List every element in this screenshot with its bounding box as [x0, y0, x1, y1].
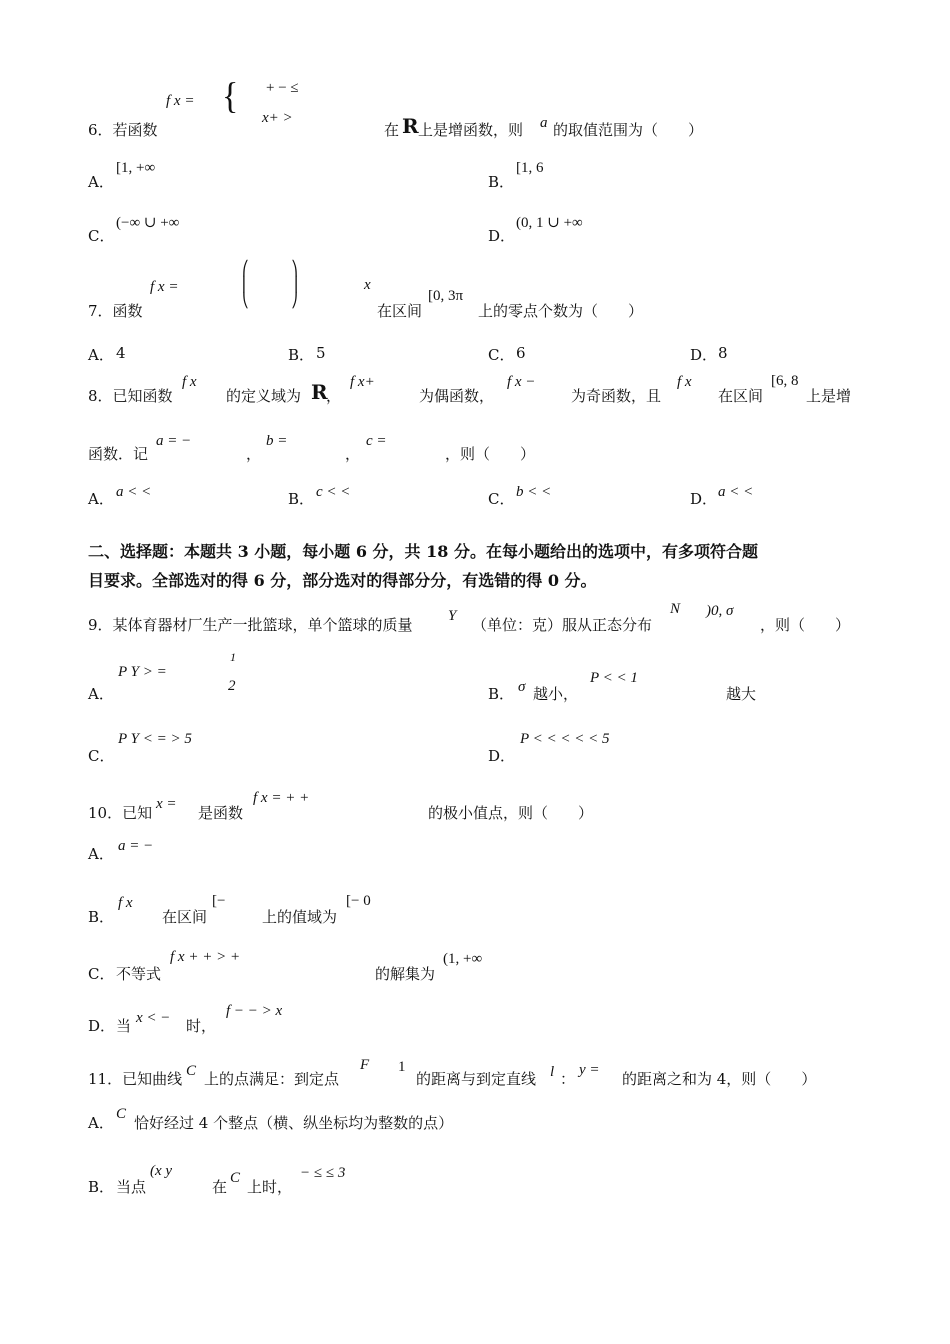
- q6-option-c-value: (−∞ ∪ +∞: [116, 215, 180, 231]
- q6-option-d-label: D．: [488, 227, 516, 245]
- q6-option-c-label: C．: [88, 227, 115, 245]
- q10-option-b-label: B．: [88, 908, 115, 926]
- q10-option-d-condition: x < −: [136, 1010, 171, 1026]
- q8-option-a-value: a < <: [116, 484, 152, 500]
- q6-prefix: 6．若函数: [88, 121, 158, 139]
- q11-line-l: l: [550, 1064, 555, 1080]
- q10-option-c-label: C．: [88, 965, 115, 983]
- q9-option-a-value: P Y > =: [118, 664, 167, 680]
- q9-option-c-value: P Y < = > 5: [118, 731, 192, 747]
- q11-mid2: 的距离与到定直线: [416, 1070, 537, 1088]
- q9-distribution: )0, σ: [706, 603, 734, 619]
- q7-suffix: 上的零点个数为（ ）: [478, 302, 644, 320]
- q8-sep-2: ，: [345, 445, 361, 463]
- q8-f3: f x −: [507, 374, 536, 390]
- q11-option-a-label: A．: [88, 1114, 114, 1132]
- q7-paren-group: ⎛ ⎞ ⎜ ⎟ ⎝ ⎠: [242, 262, 298, 309]
- q9-option-d-label: D．: [488, 747, 516, 765]
- q10-option-d-mid: 时，: [186, 1017, 217, 1035]
- q8-line2-prefix: 函数．记: [88, 445, 149, 463]
- q9-option-d-value: P < < < < < 5: [520, 731, 610, 747]
- q7-option-d-value: 8: [718, 344, 728, 362]
- q8-t3: 为奇函数，且: [571, 387, 662, 405]
- q6-case-2: x+ >: [262, 110, 293, 126]
- q10-option-c-mid: 的解集为: [375, 965, 436, 983]
- q10-option-b-range: [− 0: [346, 893, 371, 909]
- q9-option-b-mid: 越小，: [533, 685, 579, 703]
- section-2-heading-line2: 目要求。全部选对的得 6 分，部分选对的得部分分，有选错的得 0 分。: [88, 571, 597, 590]
- q10-option-d-label: D．: [88, 1017, 116, 1035]
- q9-option-c-label: C．: [88, 747, 115, 765]
- q9-option-b-suffix: 越大: [726, 685, 757, 703]
- q8-c-definition: c =: [366, 433, 387, 449]
- q8-f4: f x: [677, 374, 692, 390]
- q7-option-b-label: B．: [288, 346, 315, 364]
- q10-option-c-solution-set: (1, +∞: [443, 951, 483, 967]
- q8-option-c-value: b < <: [516, 484, 552, 500]
- q6-real-set: R: [402, 114, 419, 138]
- q11-mid: 上的点满足：到定点: [204, 1070, 340, 1088]
- q11-option-b-curve: C: [230, 1170, 241, 1186]
- q11-option-b-mid2: 上时，: [247, 1178, 293, 1196]
- q8-b-definition: b =: [266, 433, 288, 449]
- q8-t5: 上是增: [806, 387, 852, 405]
- q9-option-a-label: A．: [88, 685, 114, 703]
- q8-option-b-value: c < <: [316, 484, 351, 500]
- q11-curve-c: C: [186, 1063, 197, 1079]
- q11-option-b-mid: 在: [212, 1178, 228, 1196]
- q9-variable-y: Y: [448, 608, 457, 624]
- q10-option-a-label: A．: [88, 845, 114, 863]
- q8-option-d-value: a < <: [718, 484, 754, 500]
- q6-case-1: + − ≤: [266, 80, 299, 96]
- q8-a-definition: a = −: [156, 433, 192, 449]
- q6-piecewise-brace: {: [222, 76, 239, 117]
- q7-variable-x: x: [364, 277, 371, 293]
- q8-t4: 在区间: [718, 387, 764, 405]
- q11-prefix: 11．已知曲线: [88, 1070, 183, 1088]
- q10-option-b-interval: [−: [212, 893, 226, 909]
- q10-option-b-f: f x: [118, 895, 133, 911]
- q7-prefix: 7．函数: [88, 302, 143, 320]
- q8-t1: 的定义域为: [226, 387, 302, 405]
- q10-option-c-expression: f x + + > +: [170, 949, 241, 965]
- q8-line2-suffix: ，则（ ）: [445, 445, 536, 463]
- q11-option-b-label: B．: [88, 1178, 115, 1196]
- q8-prefix: 8．已知函数: [88, 387, 173, 405]
- q8-sep-1: ，: [246, 445, 262, 463]
- q6-function-lhs: f x =: [166, 93, 195, 109]
- q11-option-b-expression: − ≤ ≤ 3: [300, 1165, 346, 1181]
- q6-option-a-value: [1, +∞: [116, 160, 156, 176]
- q9-suffix: ，则（ ）: [760, 616, 851, 634]
- q9-option-b-expression: P < < 1: [590, 670, 638, 686]
- q11-option-a-text: 恰好经过 4 个整点（横、纵坐标均为整数的点）: [134, 1114, 454, 1132]
- q7-interval: [0, 3π: [428, 288, 464, 304]
- q6-suffix-pre: 在: [384, 121, 400, 139]
- q6-suffix2: 的取值范围为（ ）: [553, 121, 704, 139]
- q11-option-b-pre: 当点: [116, 1178, 147, 1196]
- q11-option-a-curve: C: [116, 1106, 127, 1122]
- q10-mid: 是函数: [198, 804, 244, 822]
- q8-interval: [6, 8: [771, 373, 799, 389]
- q11-suffix: 的距离之和为 4，则（ ）: [622, 1070, 817, 1088]
- q8-option-b-label: B．: [288, 490, 315, 508]
- q10-suffix: 的极小值点，则（ ）: [428, 804, 594, 822]
- q6-option-b-value: [1, 6: [516, 160, 544, 176]
- q7-option-a-label: A．: [88, 346, 114, 364]
- q9-option-b-sigma: σ: [518, 679, 526, 695]
- q11-focus-f: F: [360, 1057, 370, 1073]
- q6-option-d-value: (0, 1 ∪ +∞: [516, 215, 583, 231]
- q7-mid: 在区间: [377, 302, 423, 320]
- q7-option-d-label: D．: [690, 346, 718, 364]
- q8-t2: 为偶函数，: [419, 387, 495, 405]
- q10-option-b-mid2: 上的值域为: [262, 908, 338, 926]
- q11-y-eq: y =: [579, 1062, 600, 1078]
- q11-focus-coordinate: 1: [398, 1059, 406, 1075]
- q10-option-b-mid: 在区间: [162, 908, 208, 926]
- q8-option-a-label: A．: [88, 490, 114, 508]
- q11-option-b-point: (x y: [150, 1163, 173, 1179]
- q8-option-d-label: D．: [690, 490, 718, 508]
- q6-variable-a: a: [540, 115, 548, 131]
- q8-f2: f x+: [350, 374, 375, 390]
- q10-prefix: 10．已知: [88, 804, 153, 822]
- q10-option-a-value: a = −: [118, 838, 154, 854]
- q10-function: f x = + +: [253, 790, 310, 806]
- q9-prefix: 9．某体育器材厂生产一批篮球，单个篮球的质量: [88, 616, 413, 634]
- q10-option-d-pre: 当: [116, 1017, 132, 1035]
- q9-option-b-label: B．: [488, 685, 515, 703]
- q8-comma: ，: [326, 387, 342, 405]
- q7-option-b-value: 5: [316, 344, 326, 362]
- q6-option-a-label: A．: [88, 173, 114, 191]
- section-2-heading-line1: 二、选择题：本题共 3 小题，每小题 6 分，共 18 分。在每小题给出的选项中，有多项符合题: [88, 542, 758, 561]
- q10-x-eq: x =: [156, 796, 177, 812]
- q7-function: f x =: [150, 279, 179, 295]
- q9-option-a-frac-bottom: 2: [228, 678, 236, 694]
- q8-f1: f x: [182, 374, 197, 390]
- q9-normal-n: N: [670, 601, 681, 617]
- q7-option-a-value: 4: [116, 344, 126, 362]
- q11-colon: ：: [560, 1070, 576, 1088]
- q9-option-a-frac-top: 1: [230, 650, 236, 664]
- q7-option-c-value: 6: [516, 344, 526, 362]
- q7-option-c-label: C．: [488, 346, 515, 364]
- q10-option-d-expression: f − − > x: [226, 1003, 283, 1019]
- q10-option-c-pre: 不等式: [116, 965, 162, 983]
- q8-real-set: R: [311, 380, 328, 404]
- q6-suffix: 上是增函数，则: [418, 121, 524, 139]
- q8-option-c-label: C．: [488, 490, 515, 508]
- q9-mid: （单位：克）服从正态分布: [472, 616, 653, 634]
- q6-option-b-label: B．: [488, 173, 515, 191]
